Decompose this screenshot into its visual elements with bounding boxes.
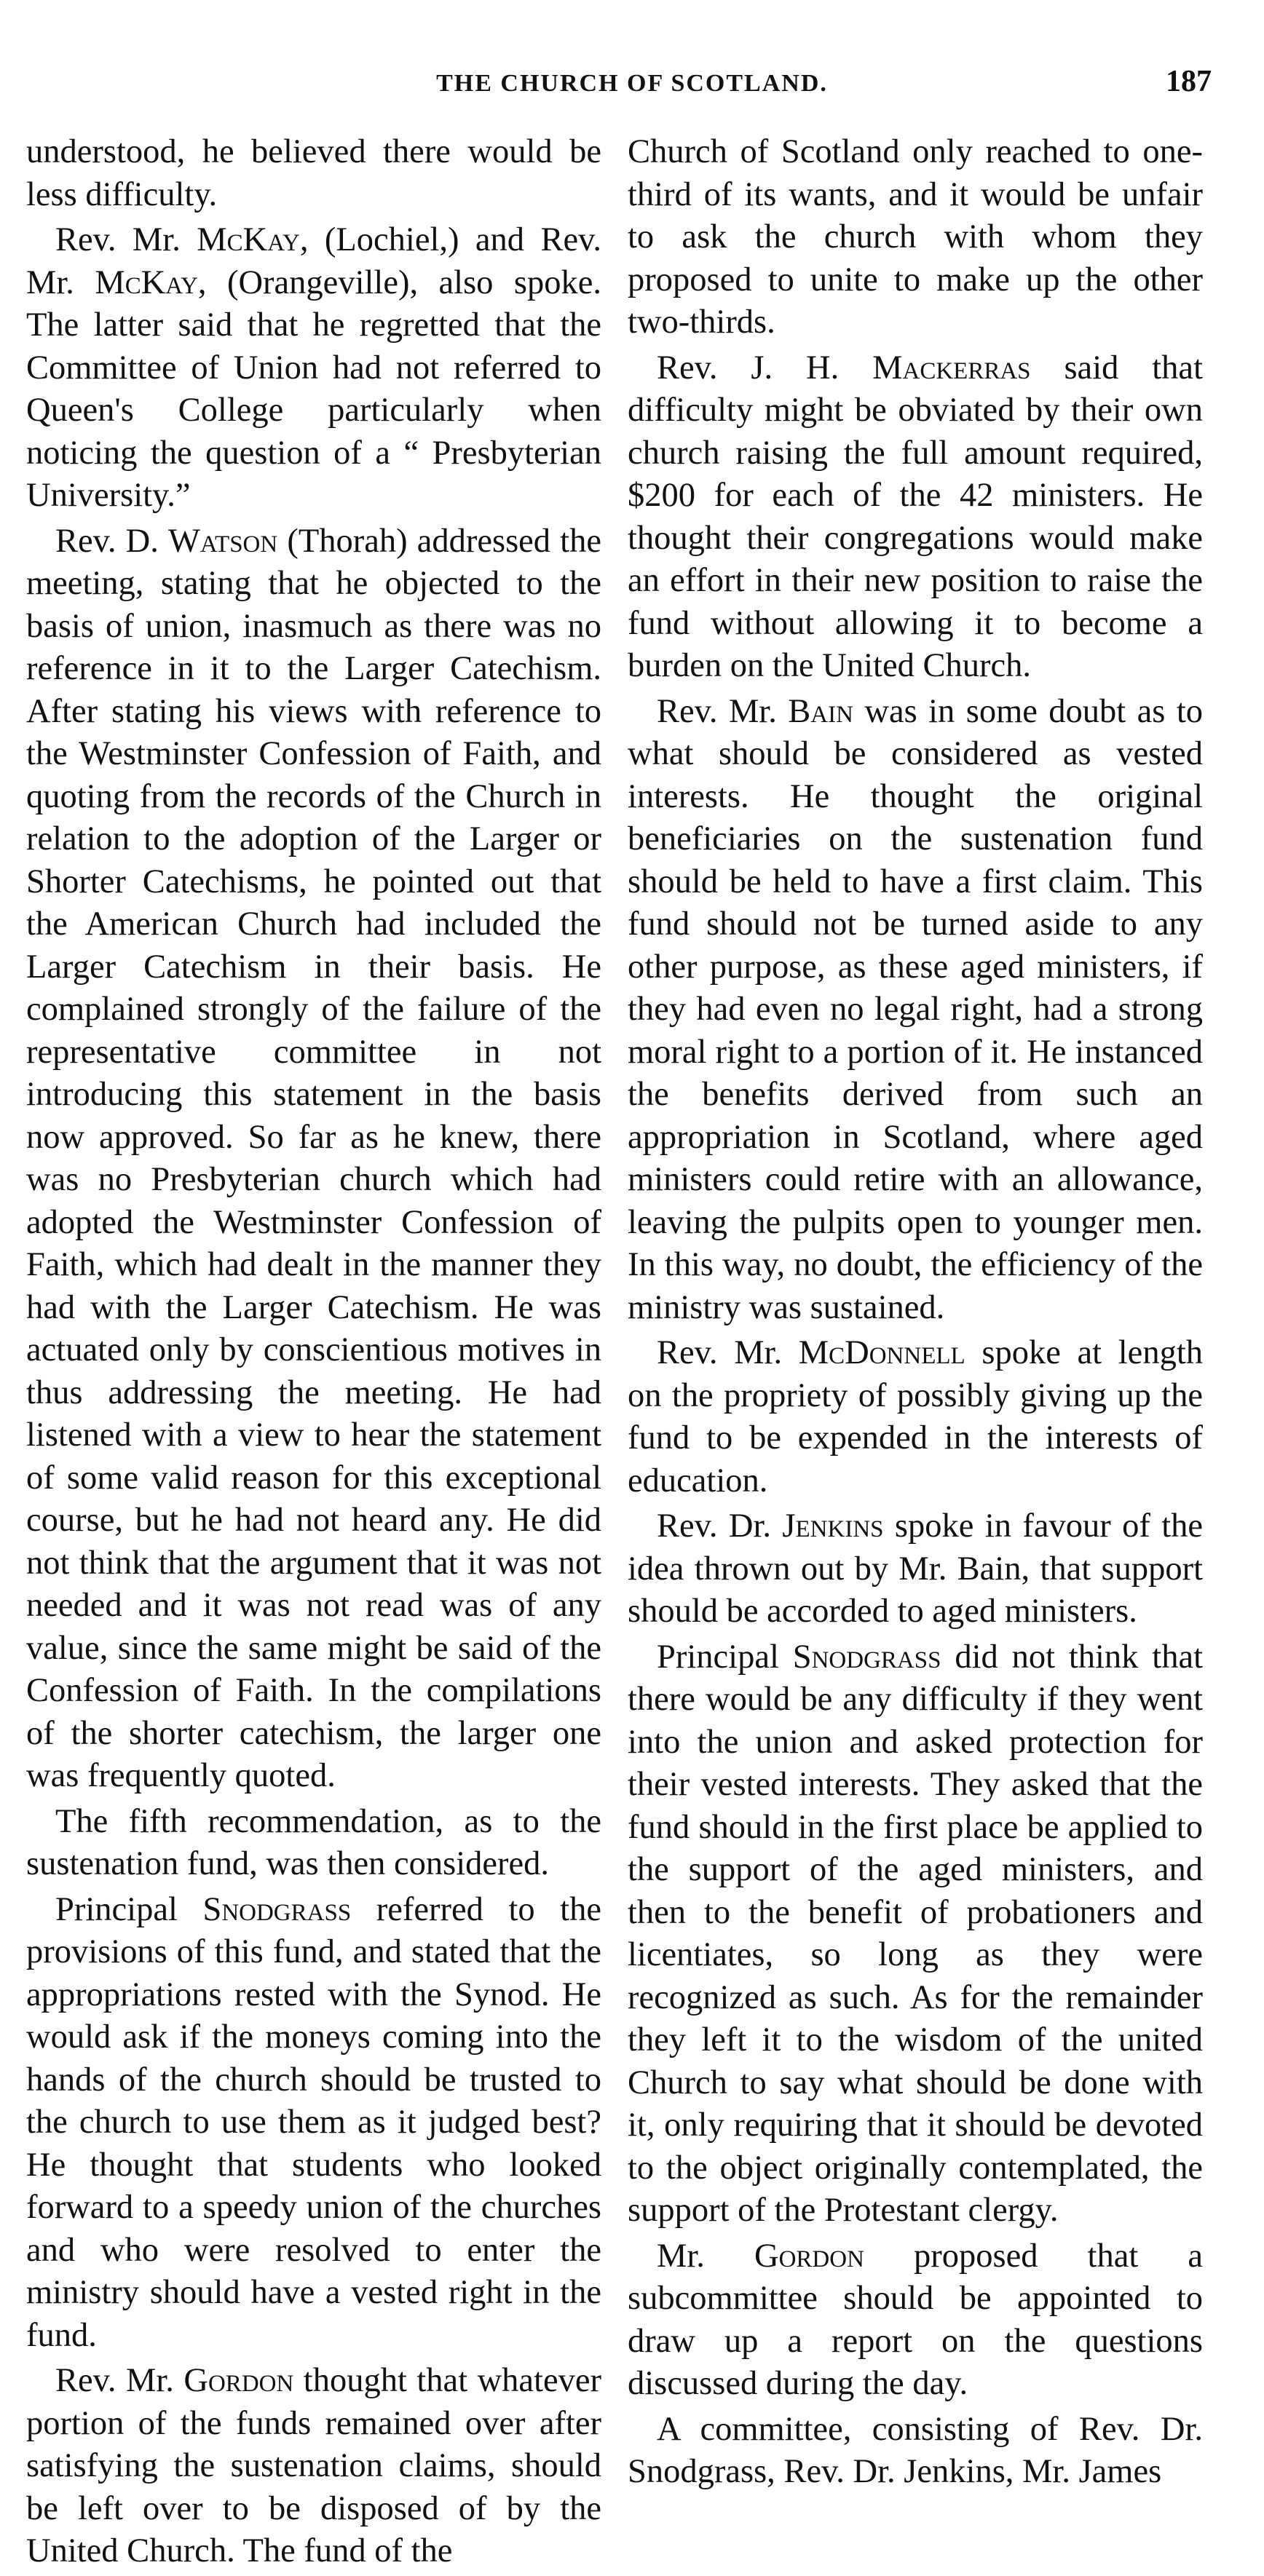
paragraph: Principal Snodgrass did not think that there would be any difficulty if they went into the union and asked protection for their vested interests. They asked that the fund should in the first place be applied to the support of the aged ministers, and then to the benefit of probationers and licentiates, so long as they were recognized as such. As for the remainder they left it to the wisdom of the united Church to say what should be done with it, only requiring that it should be devoted to the object originally contemplated, the support of the Protestant clergy. [628,1638,1204,2229]
speaker-name: Jenkins [782,1507,884,1545]
paragraph: Rev. J. H. Mackerras said that difficulty might be obviated by their own church raising the full amount required, $200 for each of the 42 ministers. He thought their congregations would make an effort in their new position to raise the fund without allowing it to become a burden on the United Church. [628,349,1203,684]
paragraph: Principal Snodgrass referred to the provisions of this fund, and stated that the appropriations rested with the Synod. He would ask if the moneys coming into the hands of the church should be trusted to the church to use them as it judged best? He thought that students who looked forward to a speedy union of the churches and who were resolved to enter the ministry should have a vested right in the fund. [26,1890,601,2354]
speaker-name: Snodgrass [202,1890,352,1928]
paragraph: understood, he believed there would be less difficulty. [26,133,601,213]
paragraph: Rev. Mr. McDonnell spoke at length on the propriety of possibly giving up the fund to be expended in the interests of education. [628,1334,1203,1499]
page-number: 187 [1166,65,1212,98]
speaker-name: Bain [788,692,853,730]
speaker-name: McKay [95,263,198,301]
paragraph: Rev. Dr. Jenkins spoke in favour of the idea thrown out by Mr. Bain, that support should be accorded to aged ministers. [628,1507,1204,1630]
running-head: THE CHURCH OF SCOTLAND. [436,70,828,97]
left-column [26,131,601,2576]
paragraph: Mr. Gordon proposed that a subcommittee should be appointed to draw up a report on the questions discussed during the day. [628,2237,1203,2402]
speaker-name: Gordon [754,2237,864,2275]
paragraph: Rev. Mr. Bain was in some doubt as to what should be considered as vested interests. He thought the original beneficiaries on the sustenation fund should be held to have a first claim. This fund should not be turned aside to any other purpose, as these aged ministers, if they had even no legal right, had a strong moral right to a portion of it. He instanced the benefits derived from such an appropriation in Scotland, where aged ministers could retire with an allowance, leaving the pulpits open to younger men. In this way, no doubt, the efficiency of the ministry was sustained. [628,692,1203,1326]
page-header [0,63,1264,106]
paragraph: The fifth recommendation, as to the sustenation fund, was then considered. [26,1802,601,1882]
speaker-name: Snodgrass [792,1638,941,1676]
speaker-name: McDonnell [798,1334,965,1371]
speaker-name: Watson [167,522,278,560]
paragraph: Rev. Mr. McKay, (Lochiel,) and Rev. Mr. McKay, (Orangeville), also spoke. The latter said that he regretted that the Committee of Union had not referred to Queen's College particularly when noticing the question of a “ Presbyterian University.” [26,221,601,514]
speaker-name: McKay [197,221,300,258]
right-column [628,131,1203,2497]
speaker-name: Mackerras [872,349,1031,387]
paragraph: Church of Scotland only reached to one-third of its wants, and it would be unfair to ask the church with whom they proposed to unite to make up the other two-thirds. [628,133,1203,341]
paragraph: A committee, consisting of Rev. Dr. Snodgrass, Rev. Dr. Jenkins, Mr. James [628,2410,1203,2490]
paragraph: Rev. D. Watson (Thorah) addressed the meeting, stating that he objected to the basis of union, inasmuch as there was no reference in it to the Larger Catechism. After stating his views with reference to the Westminster Confession of Faith, and quoting from the records of the Church in relation to the adoption of the Larger or Shorter Catechisms, he pointed out that the American Church had included the Larger Catechism in their basis. He complained strongly of the failure of the representative committee in not introducing this statement in the basis now approved. So far as he knew, there was no Presbyterian church which had adopted the Westminster Confession of Faith, which had dealt in the manner they had with the Larger Catechism. He was actuated only by conscientious motives in thus addressing the meeting. He had listened with a view to hear the statement of some valid reason for this exceptional course, but he had not heard any. He did not think that the argument that it was not needed and it was not read was of any value, since the same might be said of the Confession of Faith. In the compilations of the shorter catechism, the larger one was frequently quoted. [26,522,601,1794]
speaker-name: Gordon [183,2362,294,2399]
paragraph: Rev. Mr. Gordon thought that whatever portion of the funds remained over after satisfying the sustenation claims, should be left over to be disposed of by the United Church. The fund of the [26,2362,602,2569]
